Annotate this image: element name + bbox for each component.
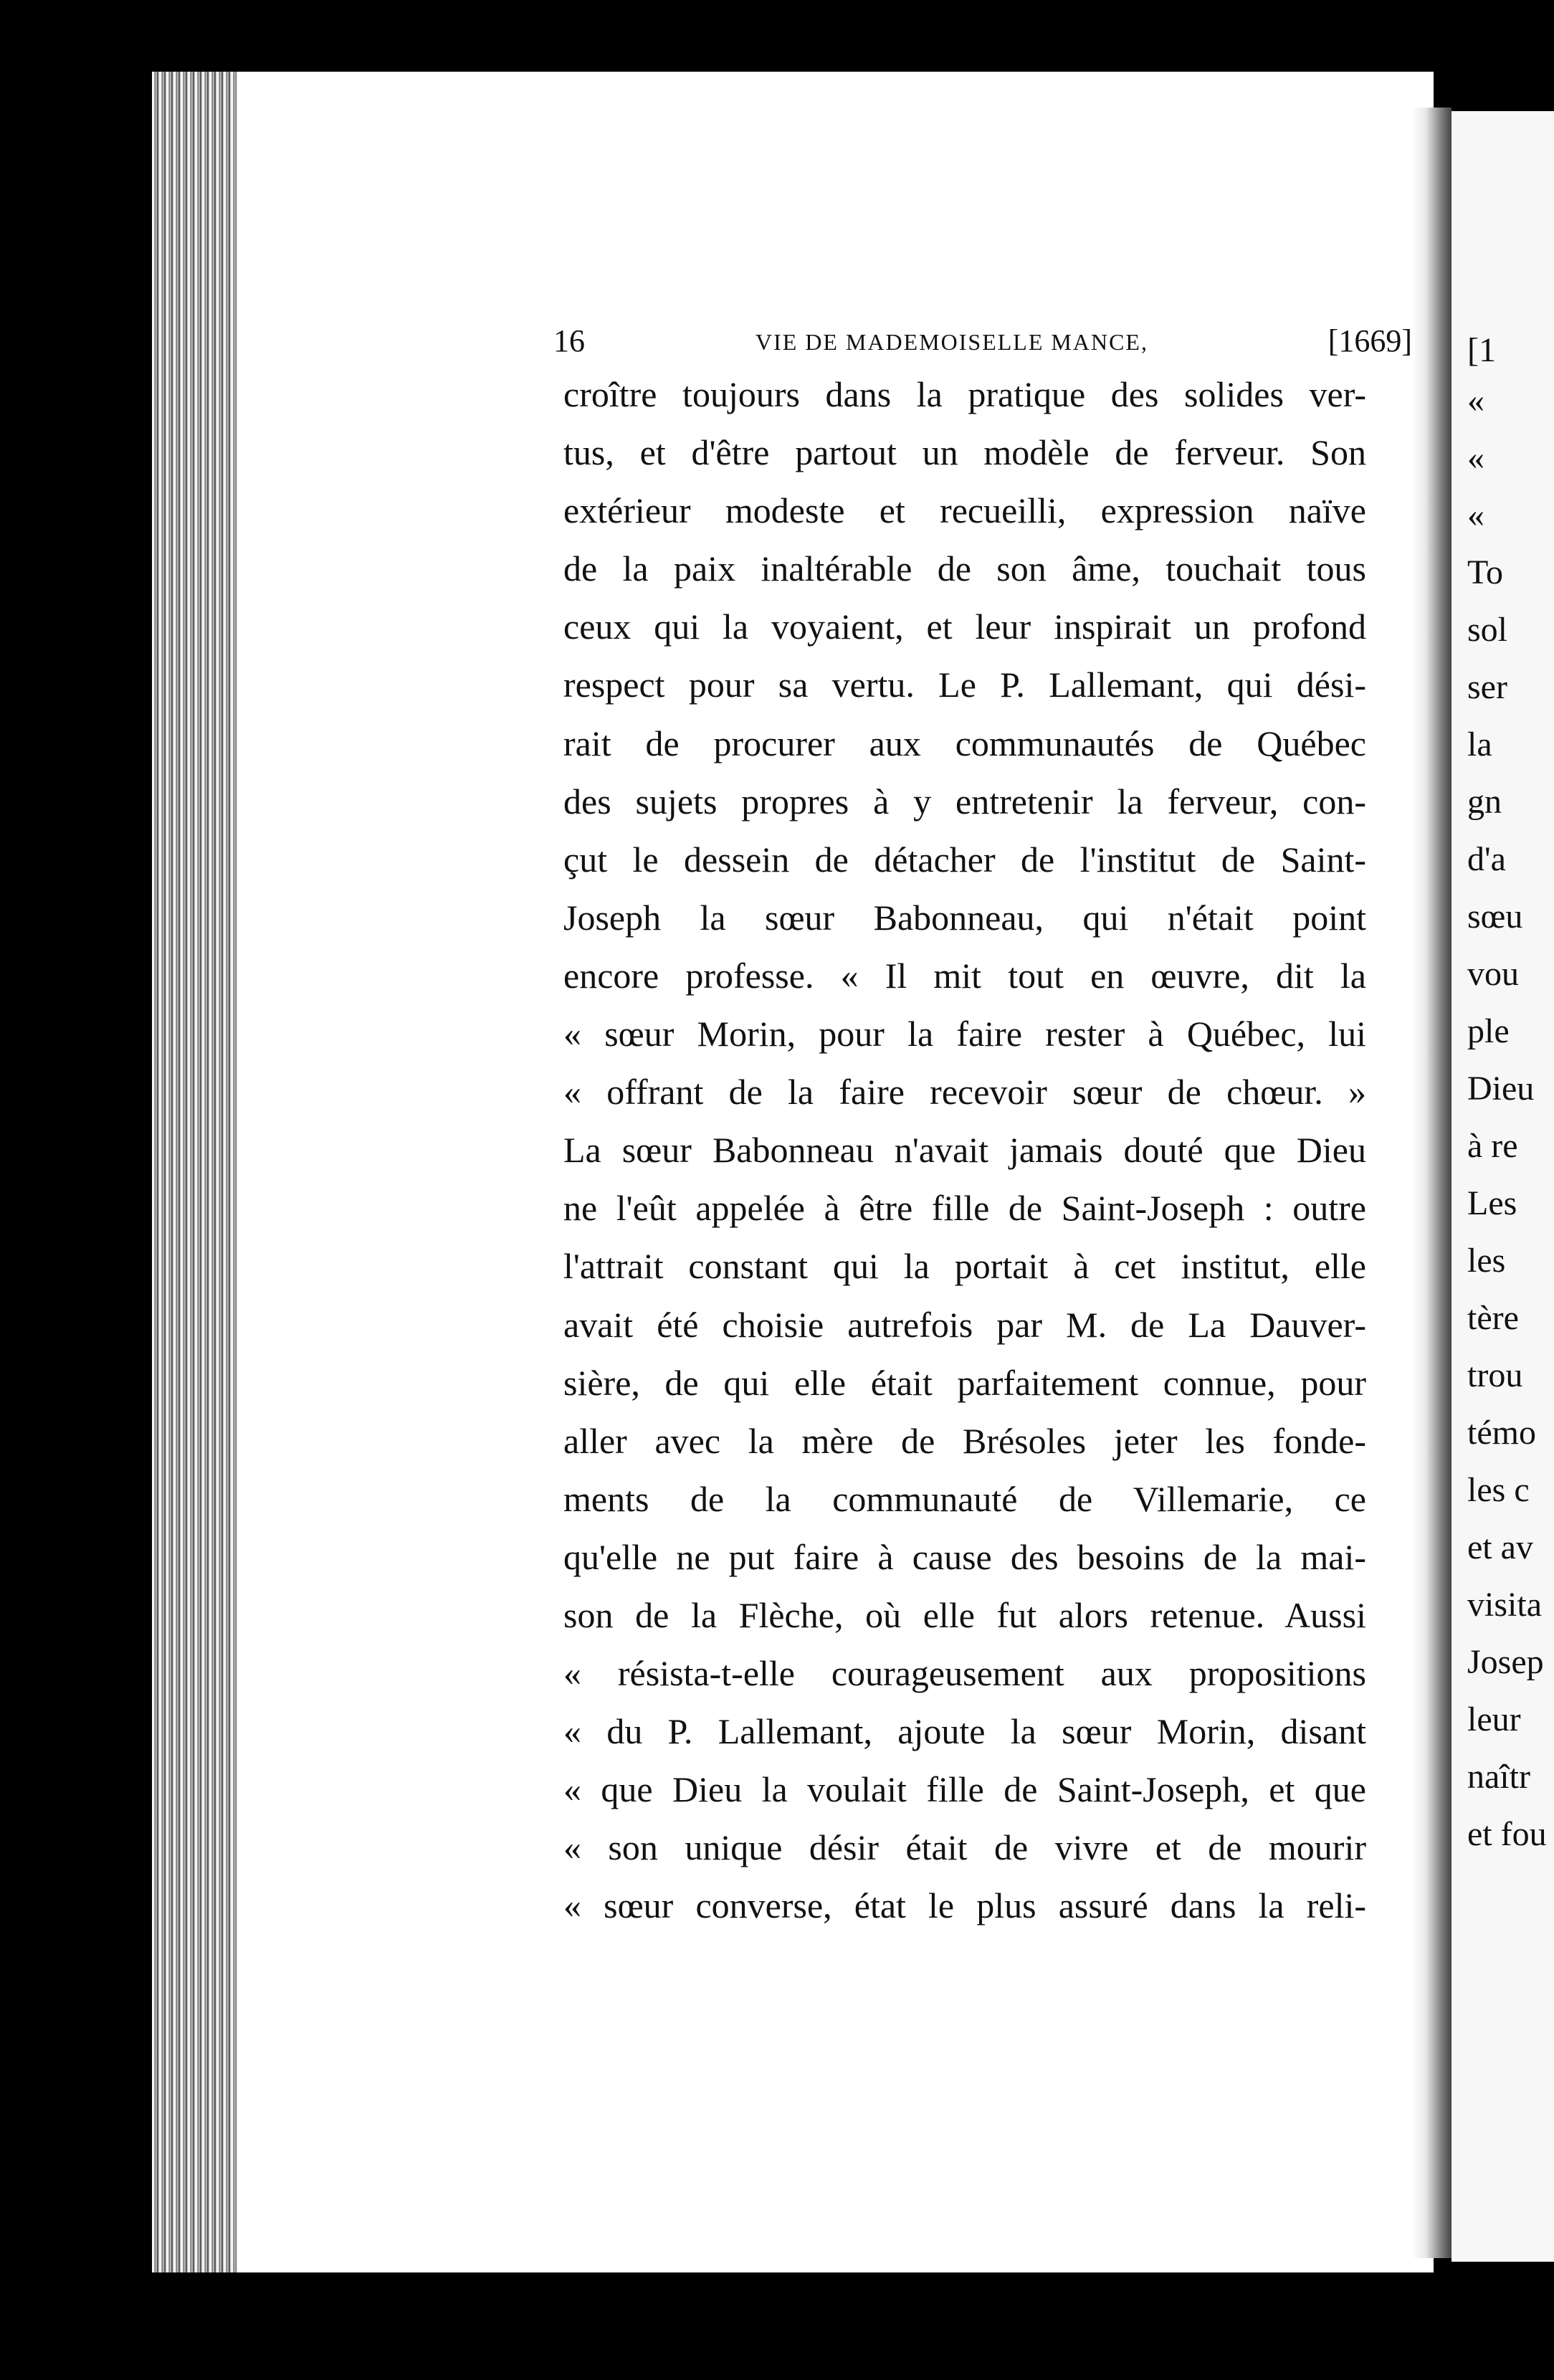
text-line: Joseph la sœur Babonneau, qui n'était point bbox=[563, 897, 1366, 938]
adjacent-page-fragment: la bbox=[1467, 725, 1492, 763]
adjacent-page-fragment: d'a bbox=[1467, 840, 1506, 878]
adjacent-page-fragment: les c bbox=[1467, 1471, 1530, 1509]
text-line: çut le dessein de détacher de l'institut de Saint- bbox=[563, 839, 1366, 880]
text-line: respect pour sa vertu. Le P. Lallemant, qui dési- bbox=[563, 665, 1366, 705]
running-header bbox=[553, 323, 1412, 366]
adjacent-page-fragment: vou bbox=[1467, 955, 1519, 993]
adjacent-page-fragment: Dieu bbox=[1467, 1070, 1535, 1108]
text-line: sière, de qui elle était parfaitement connue, pour bbox=[563, 1362, 1366, 1403]
header-year: [1669] bbox=[1327, 323, 1412, 358]
text-line: « du P. Lallemant, ajoute la sœur Morin, disant bbox=[563, 1711, 1366, 1752]
text-line: « résista-t-elle courageusement aux propositions bbox=[563, 1653, 1366, 1694]
adjacent-page-fragment: témo bbox=[1467, 1414, 1536, 1452]
text-line: de la paix inaltérable de son âme, touchait tous bbox=[563, 548, 1366, 589]
adjacent-page-fragment: naîtr bbox=[1467, 1758, 1530, 1796]
text-line: « son unique désir était de vivre et de mourir bbox=[563, 1827, 1366, 1868]
adjacent-page-fragment: gn bbox=[1467, 783, 1502, 821]
adjacent-page-fragment: à re bbox=[1467, 1127, 1518, 1165]
adjacent-page-fragment: Les bbox=[1467, 1184, 1517, 1222]
text-line: « que Dieu la voulait fille de Saint-Joseph, et que bbox=[563, 1769, 1366, 1810]
adjacent-page-fragment: « bbox=[1467, 439, 1484, 477]
page-number: 16 bbox=[553, 323, 585, 358]
text-line: ments de la communauté de Villemarie, ce bbox=[563, 1478, 1366, 1519]
adjacent-page-fragment: et av bbox=[1467, 1528, 1533, 1566]
adjacent-page-fragment: « bbox=[1467, 496, 1484, 534]
adjacent-page-fragment: trou bbox=[1467, 1356, 1523, 1394]
text-line: ne l'eût appelée à être fille de Saint-Joseph : outre bbox=[563, 1188, 1366, 1229]
text-line: son de la Flèche, où elle fut alors retenue. Aussi bbox=[563, 1594, 1366, 1635]
text-line: rait de procurer aux communautés de Québec bbox=[563, 723, 1366, 763]
adjacent-page-fragment: sol bbox=[1467, 611, 1508, 649]
text-line: aller avec la mère de Brésoles jeter les fonde- bbox=[563, 1420, 1366, 1461]
adjacent-page-fragment: tère bbox=[1467, 1299, 1519, 1337]
adjacent-page bbox=[1451, 111, 1554, 2262]
book-gutter-shadow bbox=[1412, 108, 1451, 2258]
text-line: extérieur modeste et recueilli, expression naïve bbox=[563, 490, 1366, 531]
text-line: qu'elle ne put faire à cause des besoins de la mai- bbox=[563, 1536, 1366, 1577]
adjacent-page-fragment: ser bbox=[1467, 668, 1507, 706]
text-line: tus, et d'être partout un modèle de ferveur. Son bbox=[563, 432, 1366, 473]
text-line: « offrant de la faire recevoir sœur de chœur. » bbox=[563, 1072, 1366, 1113]
text-line: « sœur Morin, pour la faire rester à Québec, lui bbox=[563, 1014, 1366, 1055]
running-title: VIE DE MADEMOISELLE MANCE, bbox=[755, 329, 1148, 355]
text-line: l'attrait constant qui la portait à cet institut, elle bbox=[563, 1246, 1366, 1287]
adjacent-page-fragment: les bbox=[1467, 1242, 1506, 1280]
text-line: croître toujours dans la pratique des solides ver- bbox=[563, 374, 1366, 414]
text-line: « sœur converse, état le plus assuré dans la reli- bbox=[563, 1885, 1366, 1926]
text-line: La sœur Babonneau n'avait jamais douté que Dieu bbox=[563, 1130, 1366, 1171]
adjacent-page-fragment: visita bbox=[1467, 1586, 1542, 1624]
adjacent-page-fragment: To bbox=[1467, 553, 1503, 591]
adjacent-page-fragment: « bbox=[1467, 381, 1484, 419]
adjacent-page-fragment: et fou bbox=[1467, 1815, 1547, 1853]
body-text bbox=[563, 366, 1366, 1936]
text-line: des sujets propres à y entretenir la ferveur, con- bbox=[563, 781, 1366, 822]
adjacent-page-fragment: leur bbox=[1467, 1700, 1521, 1738]
book-page-edges bbox=[152, 72, 244, 2272]
text-line: ceux qui la voyaient, et leur inspirait un profond bbox=[563, 606, 1366, 647]
adjacent-page-fragment: Josep bbox=[1467, 1643, 1544, 1681]
text-line: avait été choisie autrefois par M. de La Dauver- bbox=[563, 1304, 1366, 1345]
adjacent-page-fragment: sœu bbox=[1467, 898, 1523, 936]
adjacent-page-fragment: [1 bbox=[1467, 331, 1496, 369]
text-line: encore professe. « Il mit tout en œuvre, dit la bbox=[563, 955, 1366, 996]
adjacent-page-fragment: ple bbox=[1467, 1012, 1510, 1050]
